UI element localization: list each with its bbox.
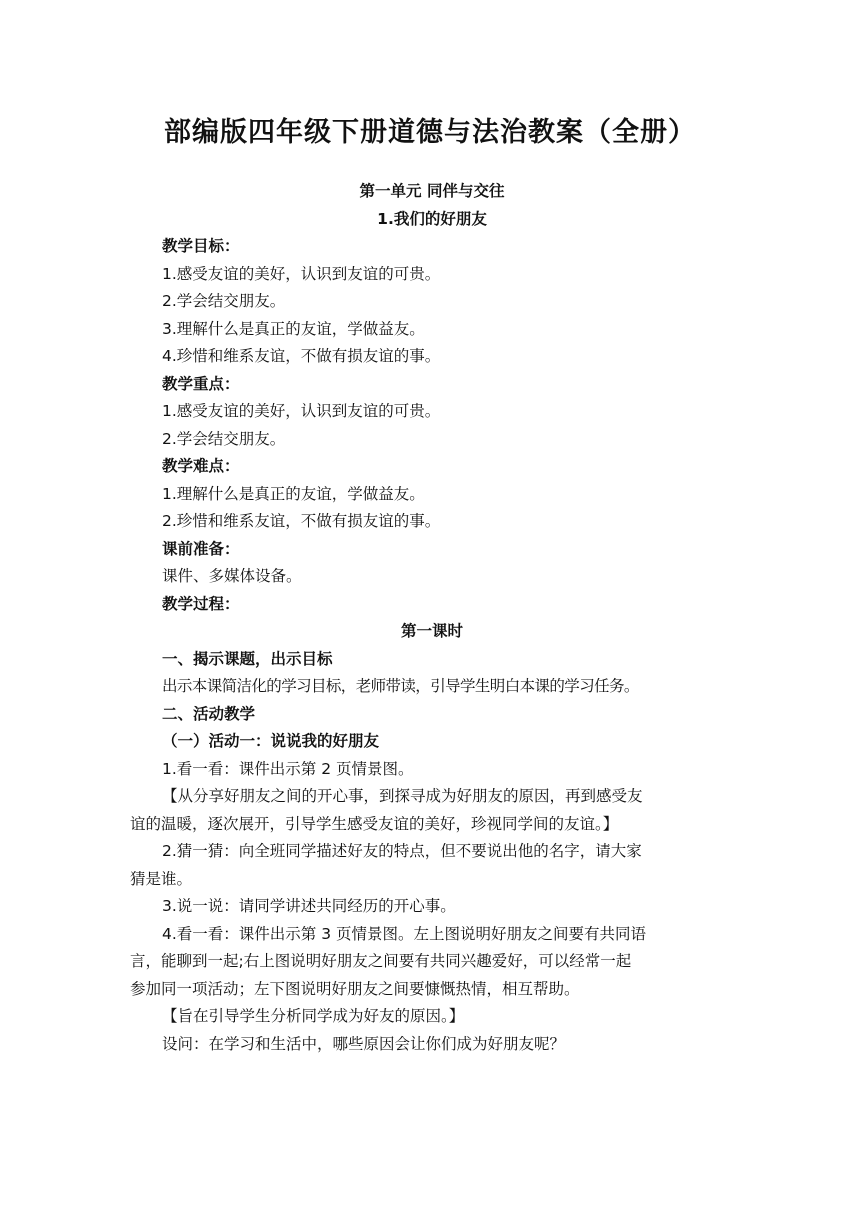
step-look-2-line-1: 4.看一看：课件出示第 3 页情景图。左上图说明好朋友之间要有共同语 xyxy=(162,924,647,943)
step-say: 3.说一说：请同学讲述共同经历的开心事。 xyxy=(162,897,456,915)
key-point-item: 2.学会结交朋友。 xyxy=(162,429,286,448)
unit-heading: 第一单元 同伴与交往 xyxy=(359,182,505,200)
period-heading: 第一课时 xyxy=(400,622,463,640)
prep-text: 课件、多媒体设备。 xyxy=(162,567,302,585)
step-guess-line-1: 2.猜一猜：向全班同学描述好友的特点，但不要说出他的名字，请大家 xyxy=(162,842,642,860)
goal-item: 1.感受友谊的美好，认识到友谊的可贵。 xyxy=(162,264,441,283)
document-title: 部编版四年级下册道德与法治教案（全册） xyxy=(164,117,696,148)
goals-heading: 教学目标： xyxy=(162,237,240,255)
difficult-point-item: 1.理解什么是真正的友谊，学做益友。 xyxy=(162,484,425,503)
activity1-heading: （一）活动一：说说我的好朋友 xyxy=(162,732,380,750)
step-look-2-line-3: 参加同一项活动；左下图说明好朋友之间要慷慨热情，相互帮助。 xyxy=(130,979,580,998)
note-1-line-1: 【从分享好朋友之间的开心事，到探寻成为好朋友的原因，再到感受友 xyxy=(162,787,643,805)
document-body xyxy=(130,178,730,1058)
difficult-point-item: 2.珍惜和维系友谊，不做有损友谊的事。 xyxy=(162,512,441,530)
section1-text: 出示本课简洁化的学习目标，老师带读，引导学生明白本课的学习任务。 xyxy=(162,677,639,695)
step-look-1: 1.看一看：课件出示第 2 页情景图。 xyxy=(162,759,414,778)
goal-item: 4.珍惜和维系友谊，不做有损友谊的事。 xyxy=(162,347,441,365)
difficult-points-heading: 教学难点： xyxy=(162,457,240,475)
lesson-heading: 1.我们的好朋友 xyxy=(377,209,487,228)
process-heading: 教学过程： xyxy=(162,594,240,613)
note-1-line-2: 谊的温暖，逐次展开，引导学生感受友谊的美好，珍视同学间的友谊。】 xyxy=(130,814,619,833)
prep-heading: 课前准备： xyxy=(162,539,240,558)
section1-heading: 一、揭示课题，出示目标 xyxy=(162,649,333,668)
note-2: 【旨在引导学生分析同学成为好友的原因。】 xyxy=(162,1007,465,1025)
key-point-item: 1.感受友谊的美好，认识到友谊的可贵。 xyxy=(162,402,441,420)
step-guess-line-2: 猜是谁。 xyxy=(130,869,193,888)
question: 设问：在学习和生活中，哪些原因会让你们成为好朋友呢？ xyxy=(162,1034,566,1053)
goal-item: 3.理解什么是真正的友谊，学做益友。 xyxy=(162,319,425,338)
section2-heading: 二、活动教学 xyxy=(162,704,256,723)
key-points-heading: 教学重点： xyxy=(162,374,240,393)
goal-item: 2.学会结交朋友。 xyxy=(162,292,286,310)
step-look-2-line-2: 言，能聊到一起;右上图说明好朋友之间要有共同兴趣爱好，可以经常一起 xyxy=(130,952,632,970)
